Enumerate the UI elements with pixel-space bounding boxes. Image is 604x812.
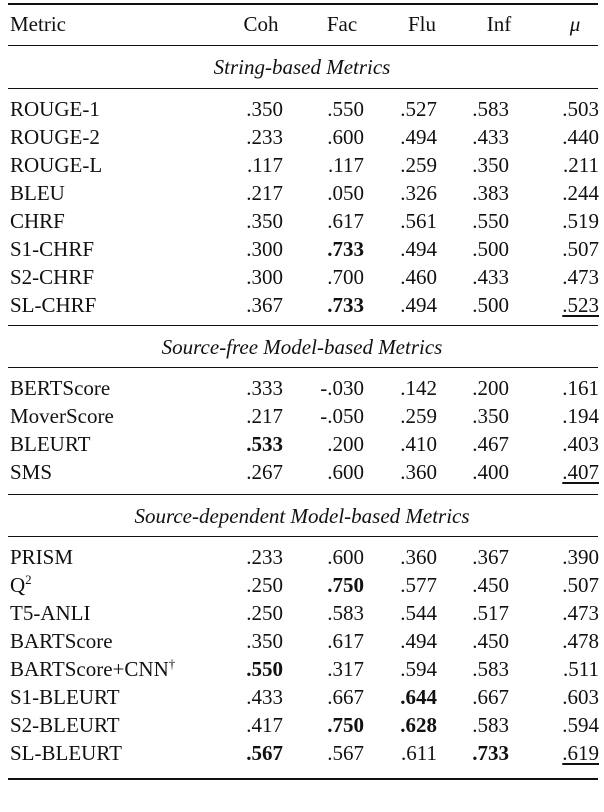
- metric-name: [10, 123, 100, 151]
- metric-label: SMS: [10, 460, 53, 484]
- metric-name: [10, 402, 114, 430]
- inf-value: [439, 291, 509, 319]
- metric-name: [10, 739, 122, 767]
- value-text: -.050: [320, 404, 364, 428]
- metric-name: [10, 543, 73, 571]
- top-rule: [8, 3, 598, 5]
- metric-name: [10, 571, 32, 599]
- bottom-rule: [8, 778, 598, 780]
- value-text: .117: [247, 153, 283, 177]
- metric-name: [10, 263, 94, 291]
- fac-value: [294, 739, 364, 767]
- coh-value: [213, 179, 283, 207]
- flu-value: [367, 291, 437, 319]
- value-text: .367: [246, 293, 283, 317]
- value-text: .194: [562, 404, 599, 428]
- table-row: [0, 430, 604, 458]
- value-text: .500: [472, 293, 509, 317]
- metric-superscript: †: [168, 656, 176, 671]
- value-text: .300: [246, 265, 283, 289]
- fac-value: [294, 151, 364, 179]
- value-text: .433: [472, 265, 509, 289]
- value-text: .360: [400, 460, 437, 484]
- value-text: .600: [327, 125, 364, 149]
- flu-value: [367, 599, 437, 627]
- value-text: .628: [400, 713, 437, 737]
- fac-value: [294, 291, 364, 319]
- mu-value: [529, 739, 599, 767]
- header-fac: Fac: [326, 12, 358, 36]
- value-text: .494: [400, 629, 437, 653]
- metric-label: Q: [10, 573, 26, 597]
- coh-value: [213, 235, 283, 263]
- value-text: .050: [327, 181, 364, 205]
- value-text: .600: [327, 460, 364, 484]
- mu-value: [529, 571, 599, 599]
- inf-value: [439, 374, 509, 402]
- metric-name: [10, 235, 94, 263]
- mu-value: [529, 458, 599, 486]
- value-text: .433: [472, 125, 509, 149]
- flu-value: [367, 458, 437, 486]
- value-text: .611: [401, 741, 437, 765]
- value-text: .333: [246, 376, 283, 400]
- mu-value: [529, 627, 599, 655]
- inf-value: [439, 655, 509, 683]
- value-text: .511: [563, 657, 599, 681]
- value-text: .407: [562, 460, 599, 484]
- metric-name: [10, 291, 96, 319]
- value-text: .117: [328, 153, 364, 177]
- value-text: .644: [400, 685, 437, 709]
- metric-name: [10, 458, 52, 486]
- metric-label: S1-BLEURT: [10, 685, 120, 709]
- mu-value: [529, 207, 599, 235]
- value-text: .561: [400, 209, 437, 233]
- mu-value: [529, 711, 599, 739]
- value-text: .527: [400, 97, 437, 121]
- value-text: .326: [400, 181, 437, 205]
- mu-value: [529, 291, 599, 319]
- table-row: [0, 711, 604, 739]
- table-row: [0, 571, 604, 599]
- header-coh: Coh: [243, 12, 279, 36]
- inf-value: [439, 571, 509, 599]
- coh-value: [213, 151, 283, 179]
- metric-name: [10, 430, 90, 458]
- value-text: .473: [562, 601, 599, 625]
- fac-value: [294, 430, 364, 458]
- value-text: .733: [327, 293, 364, 317]
- value-text: .733: [472, 741, 509, 765]
- value-text: .567: [246, 741, 283, 765]
- section-end-rule: [8, 494, 598, 495]
- section-title: String-based Metrics: [213, 55, 391, 79]
- value-text: .507: [562, 237, 599, 261]
- value-text: .367: [472, 545, 509, 569]
- value-text: .433: [246, 685, 283, 709]
- inf-value: [439, 235, 509, 263]
- coh-value: [213, 95, 283, 123]
- table-row: [0, 151, 604, 179]
- metric-name: [10, 627, 113, 655]
- fac-value: [294, 263, 364, 291]
- section-rule: [8, 88, 598, 89]
- value-text: .250: [246, 601, 283, 625]
- inf-value: [439, 263, 509, 291]
- metric-name: [10, 711, 120, 739]
- flu-value: [367, 151, 437, 179]
- value-text: .594: [400, 657, 437, 681]
- metric-label: BARTScore+CNN: [10, 657, 169, 681]
- inf-value: [439, 151, 509, 179]
- mu-value: [529, 430, 599, 458]
- coh-value: [213, 458, 283, 486]
- value-text: .500: [472, 237, 509, 261]
- mu-value: [529, 543, 599, 571]
- table-row: [0, 263, 604, 291]
- coh-value: [213, 291, 283, 319]
- value-text: .211: [563, 153, 599, 177]
- value-text: .583: [472, 97, 509, 121]
- value-text: .233: [246, 125, 283, 149]
- flu-value: [367, 95, 437, 123]
- inf-value: [439, 543, 509, 571]
- value-text: .507: [562, 573, 599, 597]
- mu-value: [529, 655, 599, 683]
- value-text: .360: [400, 545, 437, 569]
- metric-name: [10, 207, 65, 235]
- metric-label: S1-CHRF: [10, 237, 95, 261]
- fac-value: [294, 543, 364, 571]
- value-text: .259: [400, 153, 437, 177]
- value-text: .583: [472, 713, 509, 737]
- value-text: .550: [246, 657, 283, 681]
- metric-label: S2-CHRF: [10, 265, 95, 289]
- metric-label: BERTScore: [10, 376, 111, 400]
- table-row: [0, 402, 604, 430]
- fac-value: [294, 599, 364, 627]
- value-text: .617: [327, 629, 364, 653]
- value-text: .142: [400, 376, 437, 400]
- metric-label: SL-CHRF: [10, 293, 97, 317]
- metric-label: PRISM: [10, 545, 74, 569]
- value-text: .733: [327, 237, 364, 261]
- header-inf: Inf: [486, 12, 512, 36]
- metric-label: SL-BLEURT: [10, 741, 122, 765]
- mu-value: [529, 263, 599, 291]
- fac-value: [294, 179, 364, 207]
- coh-value: [213, 739, 283, 767]
- metric-label: ROUGE-1: [10, 97, 100, 121]
- coh-value: [213, 543, 283, 571]
- metric-label: CHRF: [10, 209, 65, 233]
- value-text: .250: [246, 573, 283, 597]
- fac-value: [294, 123, 364, 151]
- mu-value: [529, 599, 599, 627]
- value-text: .403: [562, 432, 599, 456]
- flu-value: [367, 179, 437, 207]
- value-text: .233: [246, 545, 283, 569]
- fac-value: [294, 683, 364, 711]
- metric-label: T5-ANLI: [10, 601, 91, 625]
- value-text: .667: [327, 685, 364, 709]
- flu-value: [367, 683, 437, 711]
- table-row: [0, 739, 604, 767]
- table-row: [0, 627, 604, 655]
- value-text: .244: [562, 181, 599, 205]
- metric-name: [10, 151, 102, 179]
- flu-value: [367, 123, 437, 151]
- value-text: .523: [562, 293, 599, 317]
- section-rule: [8, 367, 598, 368]
- table-row: [0, 207, 604, 235]
- value-text: .350: [246, 97, 283, 121]
- flu-value: [367, 655, 437, 683]
- section-title: Source-dependent Model-based Metrics: [134, 504, 470, 528]
- value-text: .494: [400, 293, 437, 317]
- value-text: .350: [246, 629, 283, 653]
- value-text: .200: [472, 376, 509, 400]
- inf-value: [439, 402, 509, 430]
- value-text: .350: [246, 209, 283, 233]
- fac-value: [294, 458, 364, 486]
- table-row: [0, 291, 604, 319]
- flu-value: [367, 627, 437, 655]
- value-text: .750: [327, 713, 364, 737]
- value-text: .200: [327, 432, 364, 456]
- value-text: .450: [472, 629, 509, 653]
- value-text: .300: [246, 237, 283, 261]
- value-text: .440: [562, 125, 599, 149]
- fac-value: [294, 711, 364, 739]
- fac-value: [294, 402, 364, 430]
- value-text: .317: [327, 657, 364, 681]
- value-text: .259: [400, 404, 437, 428]
- coh-value: [213, 402, 283, 430]
- table-row: [0, 374, 604, 402]
- fac-value: [294, 571, 364, 599]
- flu-value: [367, 207, 437, 235]
- value-text: .503: [562, 97, 599, 121]
- fac-value: [294, 95, 364, 123]
- coh-value: [213, 683, 283, 711]
- metric-name: [10, 179, 65, 207]
- header-mu: μ: [569, 12, 581, 36]
- value-text: .467: [472, 432, 509, 456]
- metric-name: [10, 599, 90, 627]
- mu-value: [529, 179, 599, 207]
- value-text: .450: [472, 573, 509, 597]
- header-rule: [8, 45, 598, 46]
- mu-value: [529, 402, 599, 430]
- value-text: .410: [400, 432, 437, 456]
- value-text: .217: [246, 404, 283, 428]
- mu-value: [529, 95, 599, 123]
- header-row: [0, 10, 604, 38]
- metric-name: [10, 95, 100, 123]
- coh-value: [213, 207, 283, 235]
- coh-value: [213, 571, 283, 599]
- inf-value: [439, 683, 509, 711]
- flu-value: [367, 711, 437, 739]
- table-row: [0, 235, 604, 263]
- table-row: [0, 123, 604, 151]
- inf-value: [439, 95, 509, 123]
- flu-value: [367, 402, 437, 430]
- inf-value: [439, 711, 509, 739]
- metric-name: [10, 655, 175, 683]
- value-text: .519: [562, 209, 599, 233]
- value-text: -.030: [320, 376, 364, 400]
- inf-value: [439, 123, 509, 151]
- table-row: [0, 655, 604, 683]
- table-row: [0, 599, 604, 627]
- table-row: [0, 95, 604, 123]
- value-text: .544: [400, 601, 437, 625]
- flu-value: [367, 235, 437, 263]
- section-title: Source-free Model-based Metrics: [161, 335, 443, 359]
- flu-value: [367, 543, 437, 571]
- inf-value: [439, 458, 509, 486]
- coh-value: [213, 430, 283, 458]
- coh-value: [213, 655, 283, 683]
- fac-value: [294, 655, 364, 683]
- value-text: .594: [562, 713, 599, 737]
- inf-value: [439, 627, 509, 655]
- fac-value: [294, 207, 364, 235]
- metric-label: BLEURT: [10, 432, 91, 456]
- fac-value: [294, 627, 364, 655]
- mu-value: [529, 374, 599, 402]
- coh-value: [213, 374, 283, 402]
- inf-value: [439, 179, 509, 207]
- value-text: .533: [246, 432, 283, 456]
- value-text: .667: [472, 685, 509, 709]
- inf-value: [439, 207, 509, 235]
- header-metric: Metric: [10, 12, 66, 36]
- flu-value: [367, 374, 437, 402]
- fac-value: [294, 374, 364, 402]
- value-text: .577: [400, 573, 437, 597]
- metric-name: [10, 683, 120, 711]
- value-text: .517: [472, 601, 509, 625]
- metric-label: S2-BLEURT: [10, 713, 120, 737]
- table-row: [0, 683, 604, 711]
- value-text: .350: [472, 153, 509, 177]
- fac-value: [294, 235, 364, 263]
- section-rule: [8, 536, 598, 537]
- inf-value: [439, 739, 509, 767]
- header-flu: Flu: [407, 12, 436, 36]
- metric-label: BARTScore: [10, 629, 113, 653]
- value-text: .583: [472, 657, 509, 681]
- coh-value: [213, 627, 283, 655]
- value-text: .460: [400, 265, 437, 289]
- value-text: .390: [562, 545, 599, 569]
- value-text: .603: [562, 685, 599, 709]
- value-text: .617: [327, 209, 364, 233]
- table-row: [0, 179, 604, 207]
- value-text: .750: [327, 573, 364, 597]
- flu-value: [367, 571, 437, 599]
- metric-name: [10, 374, 110, 402]
- value-text: .583: [327, 601, 364, 625]
- value-text: .567: [327, 741, 364, 765]
- coh-value: [213, 123, 283, 151]
- flu-value: [367, 739, 437, 767]
- inf-value: [439, 430, 509, 458]
- value-text: .417: [246, 713, 283, 737]
- flu-value: [367, 430, 437, 458]
- mu-value: [529, 683, 599, 711]
- metric-label: MoverScore: [10, 404, 114, 428]
- value-text: .217: [246, 181, 283, 205]
- value-text: .473: [562, 265, 599, 289]
- metric-label: ROUGE-2: [10, 125, 100, 149]
- value-text: .350: [472, 404, 509, 428]
- mu-value: [529, 151, 599, 179]
- inf-value: [439, 599, 509, 627]
- flu-value: [367, 263, 437, 291]
- coh-value: [213, 263, 283, 291]
- mu-value: [529, 123, 599, 151]
- coh-value: [213, 599, 283, 627]
- value-text: .619: [562, 741, 599, 765]
- value-text: .494: [400, 237, 437, 261]
- value-text: .478: [562, 629, 599, 653]
- value-text: .267: [246, 460, 283, 484]
- section-end-rule: [8, 325, 598, 326]
- table-row: [0, 458, 604, 486]
- value-text: .400: [472, 460, 509, 484]
- value-text: .550: [327, 97, 364, 121]
- value-text: .494: [400, 125, 437, 149]
- value-text: .700: [327, 265, 364, 289]
- metric-superscript: 2: [25, 572, 32, 587]
- mu-value: [529, 235, 599, 263]
- table-row: [0, 543, 604, 571]
- metric-label: BLEU: [10, 181, 65, 205]
- value-text: .600: [327, 545, 364, 569]
- value-text: .383: [472, 181, 509, 205]
- value-text: .550: [472, 209, 509, 233]
- metric-label: ROUGE-L: [10, 153, 103, 177]
- coh-value: [213, 711, 283, 739]
- value-text: .161: [562, 376, 599, 400]
